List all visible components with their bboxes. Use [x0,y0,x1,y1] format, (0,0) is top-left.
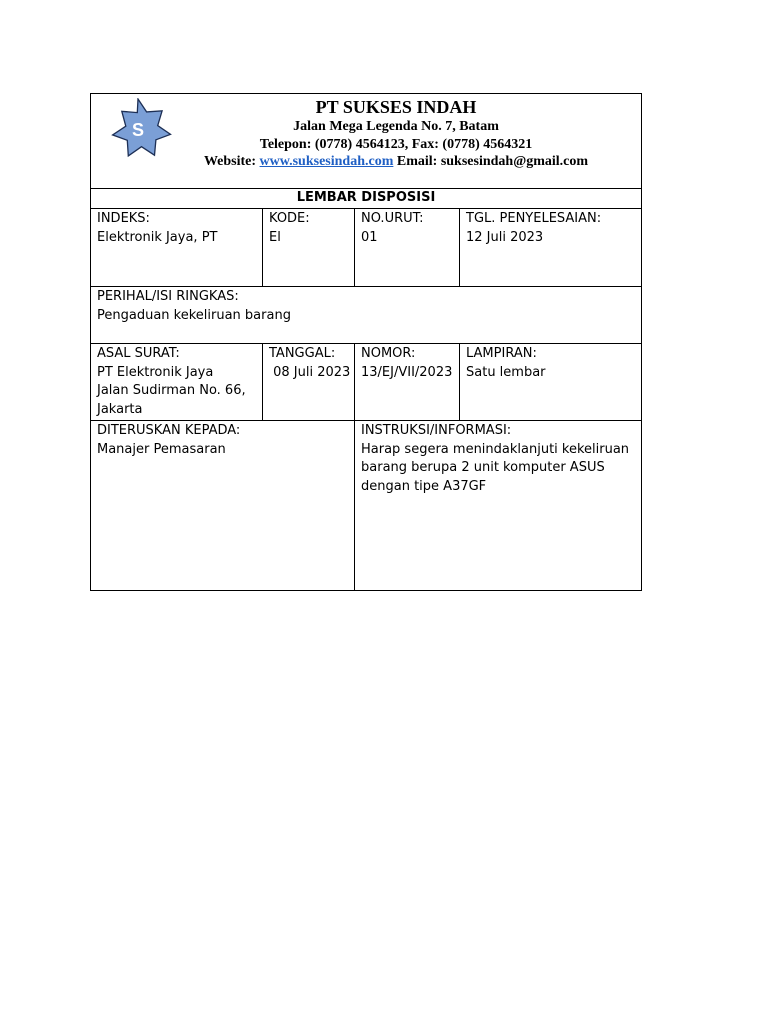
letterhead [91,94,641,189]
company-phone: Telepon: (0778) 4564123, Fax: (0778) 4564321 [259,136,533,152]
letterhead-text [151,94,641,171]
company-name: PT SUKSES INDAH [315,97,477,117]
logo-letter: S [131,119,145,140]
diteruskan-label: DITERUSKAN KEPADA: [97,423,241,438]
lampiran-label: LAMPIRAN: [466,346,537,361]
indeks-cell [91,208,262,249]
nomor-cell [355,343,459,384]
instruksi-cell [355,420,641,498]
asal-surat-line: Jakarta [97,401,143,417]
instruksi-line: barang berupa 2 unit komputer ASUS [361,460,605,475]
indeks-value: Elektronik Jaya, PT [97,229,218,245]
tanggal-cell [263,343,354,384]
instruksi-label: INSTRUKSI/INFORMASI: [361,423,512,438]
website-label: Website: [203,154,257,169]
instruksi-line: dengan tipe A37GF [361,478,487,494]
lampiran-value: Satu lembar [466,364,546,380]
website-link[interactable]: www.suksesindah.com [259,154,394,169]
diteruskan-cell [91,420,354,461]
instruksi-line: Harap segera menindaklanjuti kekeliruan [361,441,630,457]
disposition-form [90,93,642,591]
kode-value: El [269,229,281,245]
asal-surat-cell [91,343,262,421]
asal-surat-label: ASAL SURAT: [97,346,180,361]
diteruskan-value: Manajer Pemasaran [97,441,226,457]
tgl-penyelesaian-cell [460,208,641,249]
no-urut-value: 01 [361,229,378,245]
indeks-label: INDEKS: [97,211,150,226]
perihal-cell [91,286,641,327]
lampiran-cell [460,343,641,384]
nomor-value: 13/EJ/VII/2023 [361,364,453,380]
company-address: Jalan Mega Legenda No. 7, Batam [293,119,499,134]
tgl-penyelesaian-value: 12 Juli 2023 [466,229,544,245]
asal-surat-line: Jalan Sudirman No. 66, [97,383,246,398]
nomor-label: NOMOR: [361,346,416,361]
no-urut-cell [355,208,459,249]
tanggal-label: TANGGAL: [269,346,336,361]
perihal-label: PERIHAL/ISI RINGKAS: [97,289,239,304]
perihal-value: Pengaduan kekeliruan barang [97,307,291,323]
no-urut-label: NO.URUT: [361,211,424,226]
email-text: Email: suksesindah@gmail.com [396,154,589,169]
company-contact [151,153,641,171]
asal-surat-line: PT Elektronik Jaya [97,364,214,380]
kode-cell [263,208,354,249]
tanggal-value: 08 Juli 2023 [269,364,351,380]
form-title: LEMBAR DISPOSISI [91,188,641,209]
kode-label: KODE: [269,211,310,226]
tgl-penyelesaian-label: TGL. PENYELESAIAN: [466,211,602,226]
